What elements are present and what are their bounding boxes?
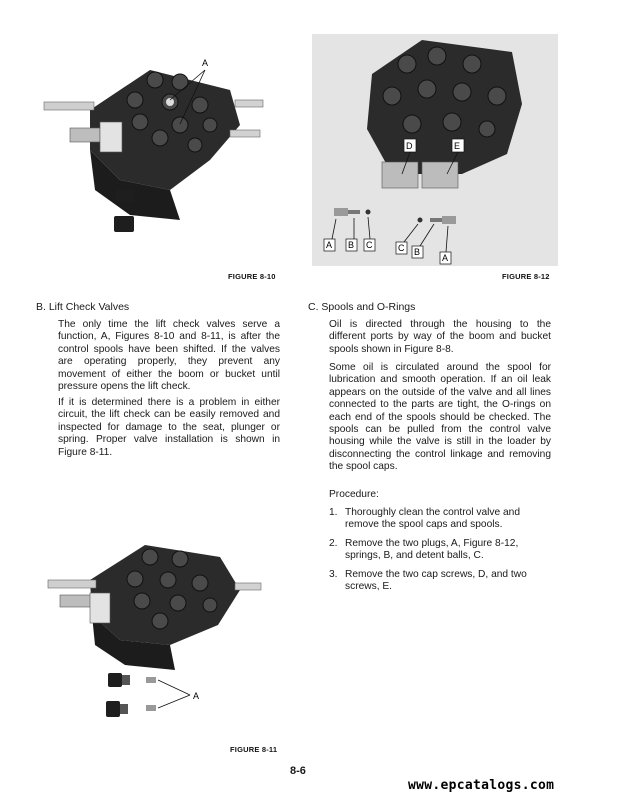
page-number: 8-6 xyxy=(290,765,306,777)
step-text: Remove the two plugs, A, Figure 8-12, springs, B, and detent balls, C. xyxy=(345,537,519,562)
callout-e-fig-8-12: E xyxy=(454,141,461,151)
section-c-heading: C. Spools and O-Rings xyxy=(308,301,416,313)
callout-a-fig-8-11: A xyxy=(193,691,200,701)
step-number: 2. xyxy=(329,537,338,549)
step-number: 3. xyxy=(329,568,338,580)
section-b-heading: B. Lift Check Valves xyxy=(36,301,130,313)
section-c-paragraph-2: Some oil is circulated around the spool for lubrication and smooth operation. If an oil leak appears on the outside of the valve and all lines connected to the parts are tight, the O-rings on each end of the spools should be checked. The spools can be pulled from the control valve housing while the valve is still in the loader by disconnecting the control linkage and removing the spool caps. xyxy=(329,362,551,473)
figure-8-12-caption: FIGURE 8-12 xyxy=(502,272,550,281)
figure-8-10-photo xyxy=(30,40,270,270)
callout-b-left-fig-8-12: B xyxy=(348,240,355,250)
callout-a-right-fig-8-12: A xyxy=(442,253,449,263)
step-number: 1. xyxy=(329,507,338,518)
section-c-paragraph-1: Oil is directed through the housing to the different ports by way of the boom and bucket spools shown in Figure 8-8. xyxy=(329,319,551,355)
section-b-paragraph-1: The only time the lift check valves serve a function, A, Figures 8-10 and 8-11, is after the control spools have been shifted. If the valves are operating properly, they prevent any movement of either the boom or bucket until pressure opens the lift check. xyxy=(58,319,280,393)
figure-8-11-caption: FIGURE 8-11 xyxy=(230,745,278,754)
callout-b-right-fig-8-12: B xyxy=(414,247,421,257)
callout-d-fig-8-12: D xyxy=(406,141,413,151)
step-text: Remove the two cap screws, D, and two screws, E. xyxy=(345,568,527,593)
procedure-step xyxy=(329,507,551,532)
website-watermark: www.epcatalogs.com xyxy=(408,778,555,793)
procedure-steps xyxy=(329,507,551,599)
callout-a-fig-8-10: A xyxy=(202,58,209,68)
callout-a-left-fig-8-12: A xyxy=(326,240,333,250)
procedure-step xyxy=(329,538,551,563)
step-text: Thoroughly clean the control valve and remove the spool caps and spools. xyxy=(345,507,520,531)
procedure-step xyxy=(329,569,551,594)
figure-8-12-photo xyxy=(312,34,558,266)
figure-8-10-caption: FIGURE 8-10 xyxy=(228,272,276,281)
figure-8-11-photo xyxy=(40,535,270,740)
section-b-paragraph-2: If it is determined there is a problem in either circuit, the lift check can be easily removed and inspected for damage to the seat, plunger or spring. Proper valve installation is shown in Figure 8-11. xyxy=(58,397,280,458)
callout-c-right-fig-8-12: C xyxy=(398,243,405,253)
callout-c-left-fig-8-12: C xyxy=(366,240,373,250)
procedure-label: Procedure: xyxy=(329,489,379,500)
